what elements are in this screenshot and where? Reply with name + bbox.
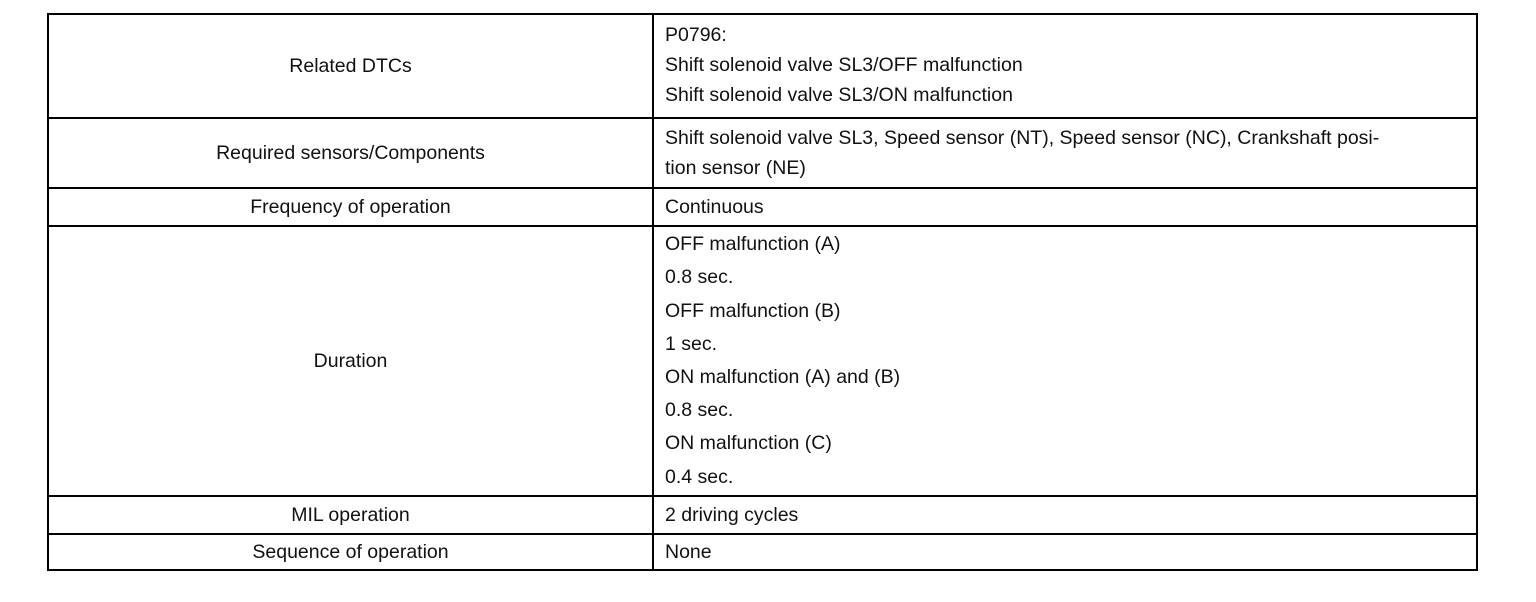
row-value: 2 driving cycles bbox=[653, 496, 1477, 534]
dtc-description: Shift solenoid valve SL3/OFF malfunction bbox=[665, 53, 1023, 76]
duration-time: 0.4 sec. bbox=[665, 465, 734, 488]
row-label: MIL operation bbox=[48, 496, 653, 534]
monitor-specification-table bbox=[47, 13, 1478, 571]
duration-time: 0.8 sec. bbox=[665, 399, 734, 422]
table-row-mil-operation bbox=[48, 496, 1477, 534]
table-row-sequence bbox=[48, 534, 1477, 570]
dtc-code: P0796: bbox=[665, 23, 727, 46]
row-label: Duration bbox=[48, 226, 653, 496]
duration-condition: ON malfunction (C) bbox=[665, 432, 832, 455]
row-value bbox=[653, 14, 1477, 118]
duration-condition: ON malfunction (A) and (B) bbox=[665, 366, 901, 388]
row-value: None bbox=[653, 534, 1477, 570]
row-label: Required sensors/Components bbox=[48, 118, 653, 188]
duration-condition: OFF malfunction (A) bbox=[665, 233, 841, 256]
row-value bbox=[653, 118, 1477, 188]
table-row-required-sensors bbox=[48, 118, 1477, 188]
required-components-text: tion sensor (NE) bbox=[665, 157, 806, 179]
row-label: Related DTCs bbox=[48, 14, 653, 118]
dtc-description: Shift solenoid valve SL3/ON malfunction bbox=[665, 83, 1013, 106]
row-value bbox=[653, 226, 1477, 496]
table-row-duration bbox=[48, 226, 1477, 496]
row-value: Continuous bbox=[653, 188, 1477, 226]
required-components-text: Shift solenoid valve SL3, Speed sensor (NT), Speed sensor (NC), Crankshaft posi- bbox=[665, 127, 1380, 149]
table-row-related-dtcs bbox=[48, 14, 1477, 118]
table-row-frequency bbox=[48, 188, 1477, 226]
row-label: Sequence of operation bbox=[48, 534, 653, 570]
duration-condition: OFF malfunction (B) bbox=[665, 299, 841, 322]
row-label: Frequency of operation bbox=[48, 188, 653, 226]
duration-time: 0.8 sec. bbox=[665, 266, 734, 289]
duration-time: 1 sec. bbox=[665, 332, 718, 355]
